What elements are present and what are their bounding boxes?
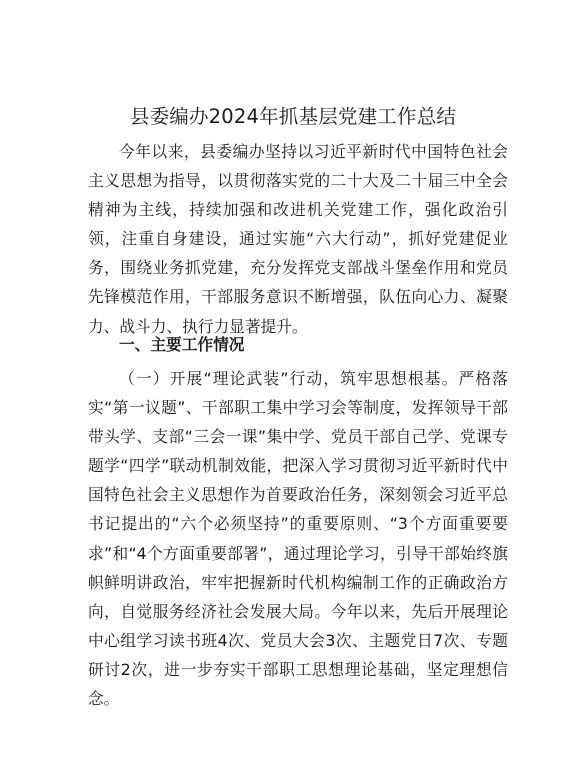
section-paragraph: （一）开展“理论武装”行动，筑牢思想根基。严格落实“第一议题”、干部职工集中学习会等制度，发挥领导干部带头学、支部“三会一课”集中学、党员干部自己学、党课专题学“四学”联动机制效能，把深入学习贯彻习近平新时代中国特色社会主义思想作为首要政治任务，深刻领会习近平总书记提出的“六个必须坚持”的重要原则、“3个方面重要要求”和“4个方面重要部署”，通过理论学习，引导干部始终旗帜鲜明讲政治，牢牢把握新时代机构编制工作的正确政治方向，自觉服务经济社会发展大局。今年以来，先后开展理论中心组学习读书班4次、党员大会3次、主题党日7次、专题研讨2次，进一步夯实干部职工思想理论基础，坚定理想信念。 [88, 369, 508, 709]
section-heading: 一、主要工作情况 [119, 335, 245, 354]
document-title: 县委编办2024年抓基层党建工作总结 [129, 105, 457, 128]
intro-paragraph: 今年以来，县委编办坚持以习近平新时代中国特色社会主义思想为指导，以贯彻落实党的二十大及二十届三中全会精神为主线，持续加强和改进机关党建工作，强化政治引领，注重自身建设，通过实施“六大行动”，抓好党建促业务，围绕业务抓党建，充分发挥党支部战斗堡垒作用和党员先锋模范作用，干部服务意识不断增强，队伍向心力、凝聚力、战斗力、执行力显著提升。 [88, 142, 508, 336]
